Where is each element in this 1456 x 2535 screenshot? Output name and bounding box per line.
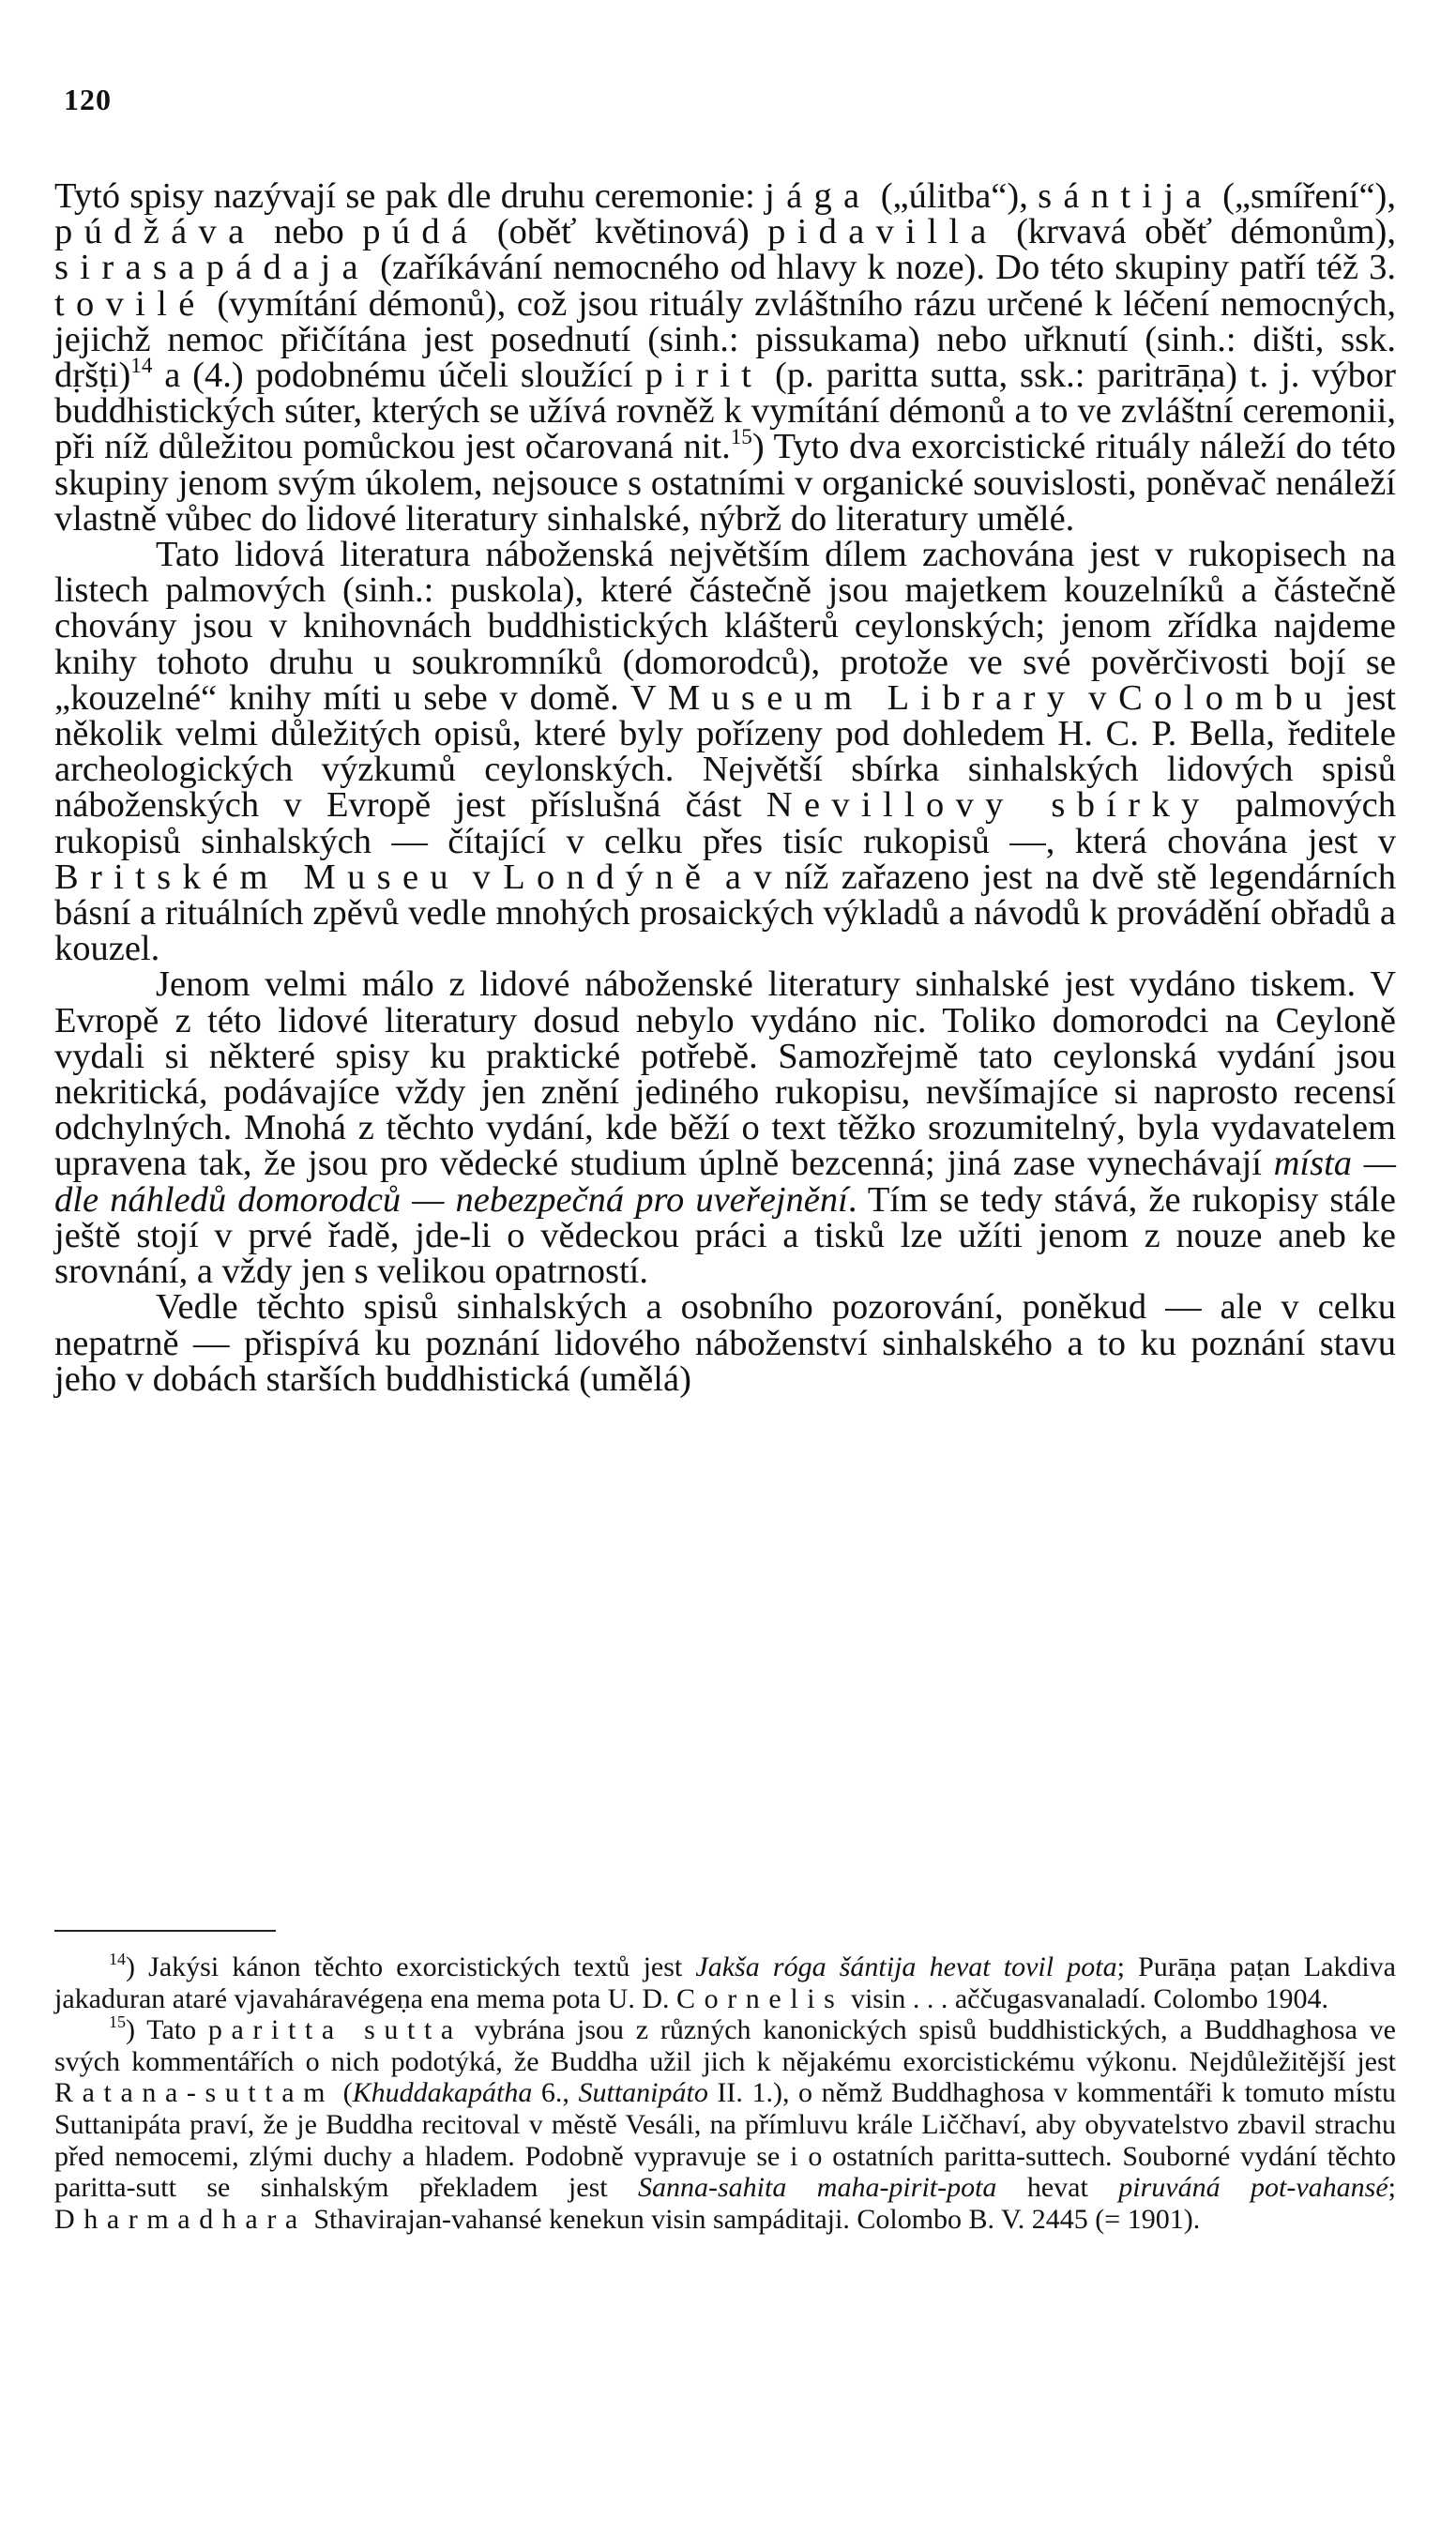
text-run: Sthavirajan-vahansé kenekun visin sampáditaji. Colombo B. V. 2445 (= 1901). <box>306 2203 1201 2235</box>
spaced-text: pidavilla <box>767 212 998 252</box>
spaced-text: Britském Museu <box>54 857 460 897</box>
spaced-text: sirasapádaja <box>54 248 370 288</box>
spaced-text: jága <box>765 176 872 216</box>
paragraph <box>54 964 1396 1292</box>
text-run: 6., <box>532 2077 579 2109</box>
spaced-text: Museum Library <box>667 677 1077 718</box>
footnotes <box>54 1951 1396 2235</box>
paragraph <box>54 1289 1396 1397</box>
text-run: hevat <box>996 2172 1119 2204</box>
spaced-text: Colombu <box>1118 677 1334 718</box>
spaced-text: Nevillovy sbírky <box>766 785 1211 826</box>
footnote-15 <box>54 2014 1396 2235</box>
spaced-text: sántija <box>1038 176 1213 216</box>
text-run: a v níž zařazeno jest na dvě stě legendárních básní a rituálních zpěvů vedle mnohých prosaických výkladů a návodů k provádění obřadů a kouzel. <box>54 857 1396 969</box>
footnote-ref: 15 <box>730 424 752 449</box>
spaced-text: Dharmadhara <box>54 2203 307 2235</box>
text-run: Tytó spisy nazývají se pak dle druhu ceremonie: <box>54 176 766 216</box>
spaced-text: Ratana-suttam <box>54 2077 335 2109</box>
footnote-ref: 14 <box>130 353 153 378</box>
text-run: palmových rukopisů sinhalských — čítající v celku přes tisíc rukopisů —, která chována jest v <box>54 785 1397 861</box>
text-run: a (4.) podobnému účeli sloužící <box>152 356 645 396</box>
footnote-14 <box>54 1951 1396 2014</box>
italic-text: piruváná pot-vahansé <box>1118 2172 1388 2204</box>
spaced-text: pirit <box>645 356 764 396</box>
text-run: Vedle těchto spisů sinhalských a osobního pozorování, poněkud — ale v celku nepatrně — přispívá ku poznání lidového náboženství sinhalského a to ku poznání stavu jeho v dobách starších buddhistická (umělá) <box>54 1287 1396 1399</box>
italic-text: Jakša róga šántija hevat tovil pota <box>695 1951 1117 1982</box>
text-run: nebo <box>255 212 363 252</box>
italic-text: místa — dle náhledů domorodců — nebezpečná pro uveřejnění <box>54 1144 1396 1220</box>
text-run: ) Tato <box>126 2014 208 2046</box>
italic-text: Sanna-sahita maha-pirit-pota <box>638 2172 997 2204</box>
text-run: (krvavá oběť démonům), <box>997 212 1396 252</box>
text-run: Jenom velmi málo z lidové náboženské literatury sinhalské jest vydáno tiskem. V Evropě z této lidové literatury dosud nebylo vydáno nic. Toliko domorodci na Ceyloně vydali si některé spisy ku praktické potřebě. Samozřejmě tato ceylonská vydání jsou nekritická, podávajíce vždy jen znění jediného rukopisu, nevšímajíce si naprosto recensí odchylných. Mnohá z těchto vydání, kde běží o text těžko srozumitelný, byla vydavatelem upravena tak, že jsou pro vědecké studium úplně bezcenná; jiná zase vynechávají <box>54 964 1396 1184</box>
spaced-text: Cornelis <box>676 1982 844 2014</box>
text-run: ( <box>334 2077 353 2109</box>
page-number: 120 <box>64 83 112 116</box>
text-run: (vymítání démonů), což jsou rituály zvláštního rázu určené k léčení nemocných, jejichž nemoc přičítána jest posednutí (sinh.: pissukama) nebo uřknutí (sinh.: dišti, ssk. dṛšṭi) <box>54 283 1396 396</box>
text-run: v <box>1076 677 1119 718</box>
text-run: II. 1.), o němž Buddhaghosa v kommentáři k tomuto místu Suttanipáta praví, že je Buddha recitoval v městě Vesáli, na přímluvu krále Liččhaví, aby obyvatelstvo zbavil strachu před nemocemi, zlými duchy a hladem. Podobně vypravuje se i o ostatních paritta-suttech. Souborné vydání těchto paritta-sutt se sinhalským překladem jest <box>54 2077 1396 2204</box>
spaced-text: paritta sutta <box>207 2014 463 2046</box>
text-run: („úlitba“), <box>871 176 1039 216</box>
text-run: visin . . . aččugasvanaladí. Colombo 1904. <box>843 1982 1329 2014</box>
text-run: jest několik velmi důležitých opisů, které byly pořízeny pod dohledem H. C. P. Bella, ředitele archeologických výzkumů ceylonských. Největší sbírka sinhalských lidových spisů náboženských v Evropě jest příslušná část <box>54 677 1397 826</box>
italic-text: Khuddakapátha <box>352 2077 533 2109</box>
text-run: . Tím se tedy stává, že rukopisy stále ještě stojí v prvé řadě, jde-li o vědeckou práci a tisků lze užíti jenom z nouze aneb ke srovnání, a vždy jen s velikou opatrností. <box>54 1179 1396 1292</box>
text-run: Tato lidová literatura náboženská největším dílem zachována jest v rukopisech na listech palmových (sinh.: puskola), které částečně jsou majetkem kouzelníků a částečně chovány jsou v knihovnách buddhistických klášterů ceylonských; jenom zřídka najdeme knihy tohoto druhu u soukromníků (domorodců), protože ve své pověrčivosti bojí se „kouzelné“ knihy míti u sebe v domě. V <box>54 535 1396 718</box>
text-run: ) Jakýsi kánon těchto exorcistických textů jest <box>126 1951 696 1982</box>
spaced-text: púdá <box>362 212 479 252</box>
footnote-divider <box>54 1930 276 1932</box>
spaced-text: tovilé <box>54 283 206 324</box>
main-text <box>54 178 1396 1397</box>
text-run: (p. paritta sutta, ssk.: paritrāṇa) t. j. výbor buddhistických súter, kterých se užívá rovněž k vymítání démonů a to ve zvláštní ceremonii, při níž důležitou pomůckou jest očarovaná nit. <box>54 356 1396 467</box>
footnote-ref: 14 <box>109 1950 126 1969</box>
text-run: (zaříkávání nemocného od hlavy k noze). Do této skupiny patří též 3. <box>369 248 1396 288</box>
italic-text: Suttanipáto <box>578 2077 708 2109</box>
text-run: ; Purāṇa paṭan Lakdiva jakaduran ataré vjavaháravégeṇa ena mema pota U. D. <box>54 1951 1397 2014</box>
paragraph <box>54 178 1396 537</box>
text-run: („smíření“), <box>1212 176 1396 216</box>
text-run: v <box>459 857 504 897</box>
spaced-text: Londýně <box>503 857 713 897</box>
text-run: ) Tyto dva exorcistické rituály náleží do této skupiny jenom svým úkolem, nejsouce s ostatními v organické souvislosti, poněvač nenáleží vlastně vůbec do lidové literatury sinhalské, nýbrž do literatury umělé. <box>54 427 1396 539</box>
footnote-ref: 15 <box>109 2012 126 2032</box>
text-run: vybrána jsou z různých kanonických spisů buddhistických, a Buddhaghosa ve svých kommentářích o nich podotýká, že Buddha užil jich k nějakému exorcistickému výkonu. Nejdůležitější jest <box>54 2014 1396 2077</box>
paragraph <box>54 535 1397 969</box>
text-run: (oběť květinová) <box>478 212 768 252</box>
text-run: ; <box>1388 2172 1396 2204</box>
spaced-text: púdžáva <box>54 212 256 252</box>
